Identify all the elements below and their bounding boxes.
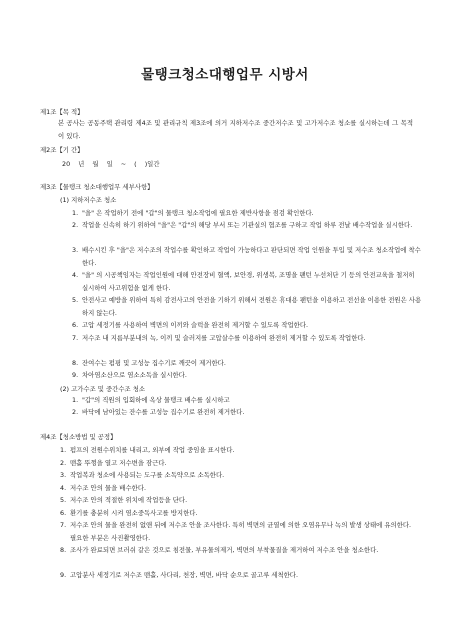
a3-item-9: 9. 차아염소산으로 염소소독을 실시한다. — [72, 371, 187, 379]
a3-item-3: 3. 배수시킨 후 "을"은 저수조의 작업수를 확인하고 작업이 가능하다고 판단되면 작업 인원을 투입 및 저수조 청소작업에 착수한다. — [72, 246, 421, 267]
a4-item-4: 4. 저수조 안의 물을 배수한다. — [60, 484, 147, 492]
a3-item-1: 1. "을" 은 작업하기 전에 "갑"의 물탱크 청소작업에 필요한 제반사항을 점검 확인한다. — [72, 209, 314, 217]
article-2-period: 20 년 월 일 ~ ( )일간 — [62, 160, 160, 168]
a4-item-5: 5. 저수조 안의 적절한 위치에 작업등을 단다. — [60, 496, 188, 504]
article-1-text: 본 공사는 공동주택 관리령 제4조 및 관리규칙 제3조에 의거 지하저수조 중간저수조 및 고가저수조 청소를 실시하는데 그 목적이 있다. — [58, 119, 413, 140]
article-4-heading: 제4조【청소방법 및 공정】 — [40, 433, 117, 441]
a4-item-7: 7. 저수조 안의 물을 완전히 없앤 뒤에 저수조 안을 조사한다. 특히 벽면의 균열에 의한 오염유무나 녹의 발생 상태에 유의한다. 필요한 부분은 사진촬영한다. — [60, 521, 412, 542]
a3-item-6: 6. 고압 세정기를 사용하여 벽면의 이끼와 슬럭을 완전히 제거할 수 있도록 작업한다. — [72, 321, 309, 329]
article-3-heading: 제3조【물탱크 청소대행업무 세부사항】 — [40, 183, 154, 191]
a4-item-9: 9. 고압분사 세정기로 저수조 맨홀, 사다리, 천장, 벽면, 바닥 순으로 골고루 세척한다. — [60, 571, 299, 579]
a4-item-6: 6. 환기를 충분히 시켜 염소중독사고를 방지한다. — [60, 509, 198, 517]
a4-item-8: 8. 조사가 완료되면 브러쉬 같은 것으로 침전물, 부유물의제거, 벽면의 부착물질을 제거하여 저수조 안을 청소한다. — [60, 546, 379, 554]
article-3-sub2: (2) 고가수조 및 중간수조 청소 — [60, 385, 146, 393]
a3-item-5: 5. 안전사고 예방을 위하여 특히 감전사고의 안전을 기하기 위해서 전원은 휴대용 팬턴을 이용하고 전선을 이용한 전원은 사용하지 않는다. — [72, 296, 422, 317]
a3-item-2: 2. 작업을 신속히 하기 위하여 "을"은 "갑"의 해당 부서 또는 기관실의 협조를 구하고 작업 하루 전날 배수작업을 실시한다. — [72, 221, 413, 229]
article-2-heading: 제2조【기 간】 — [40, 146, 84, 154]
a3-sub2-item-2: 2. 바닥에 남아있는 잔수를 고성능 집수기로 완전히 제거한다. — [72, 408, 245, 416]
article-1-heading: 제1조【목 적】 — [40, 108, 84, 116]
a3-item-4: 4. "을" 의 시공책임자는 작업인원에 대해 안전장비 혈액, 보안경, 위생복, 조명을 팬턴 누선처단 기 등의 안전교육을 철저히 실시하여 사고위험을 없게 한다. — [72, 271, 415, 292]
a3-sub2-item-1: 1. "갑"의 직원의 입회하에 옥상 물탱크 배수를 실시하고 — [72, 396, 230, 404]
a3-item-8: 8. 잔여수는 펌핑 및 고성능 집수기로 깨끗이 제거한다. — [72, 359, 226, 367]
a4-item-2: 2. 맨홀 뚜껑을 열고 저수변을 잠근다. — [60, 459, 167, 467]
document-title: 물탱크청소대행업무 시방서 — [141, 67, 309, 83]
article-3-sub1: (1) 지하저수조 청소 — [60, 196, 117, 204]
a3-item-7: 7. 저수조 내 지름부분내의 녹, 이끼 및 슬러지를 고압살수를 이용하여 완전히 제거할 수 있도록 작업한다. — [72, 334, 366, 342]
a4-item-1: 1. 펌프의 전원수위치를 내리고, 외부에 작업 중임을 표시한다. — [60, 446, 235, 454]
a4-item-3: 3. 작업복과 청소에 사용되는 도구를 소독약으로 소독한다. — [60, 471, 225, 479]
